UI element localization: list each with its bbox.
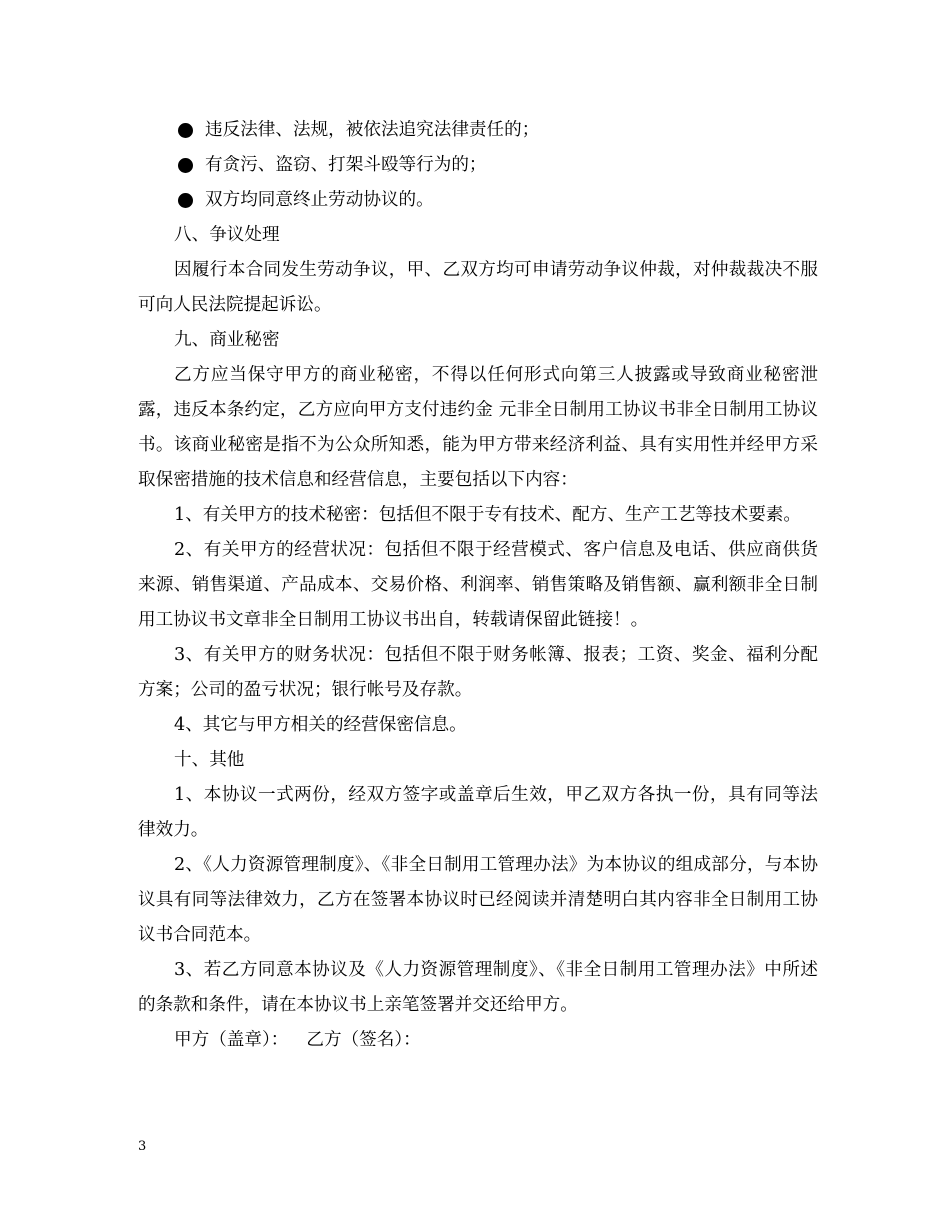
page-number: 3 <box>138 1139 147 1154</box>
trade-secret-item: 3、有关甲方的财务状况：包括但不限于财务帐簿、报表；工资、奖金、福利分配方案；公司的盈亏状况；银行帐号及存款。 <box>138 645 818 700</box>
section-heading-trade-secret: 九、商业秘密 <box>174 330 280 350</box>
party-a-signature-label: 甲方（盖章）： <box>174 1030 289 1050</box>
bullet-dot-icon <box>178 123 193 138</box>
section-heading-dispute: 八、争议处理 <box>174 225 280 245</box>
section-paragraph-trade-secret: 乙方应当保守甲方的商业秘密，不得以任何形式向第三人披露或导致商业秘密泄露，违反本条约定，乙方应向甲方支付违约金 元非全日制用工协议书非全日制用工协议书。该商业秘密是指不为公众所知悉，能为甲方带来经济利益、具有实用性并经甲方采取保密措施的技术信息和经营信息，主要包括以下内容： <box>138 365 818 490</box>
trade-secret-item: 2、有关甲方的经营状况：包括但不限于经营模式、客户信息及电话、供应商供货来源、销售渠道、产品成本、交易价格、利润率、销售策略及销售额、赢利额非全日制用工协议书文章非全日制用工协议书出自，转载请保留此链接！。 <box>138 540 818 630</box>
bullet-dot-icon <box>178 158 193 173</box>
bullet-text: 违反法律、法规，被依法追究法律责任的； <box>205 120 540 140</box>
signature-line <box>138 1023 818 1058</box>
bullet-item <box>138 183 818 218</box>
bullet-text: 双方均同意终止劳动协议的。 <box>205 190 434 210</box>
bullet-item <box>138 113 818 148</box>
bullet-item <box>138 148 818 183</box>
bullet-text: 有贪污、盗窃、打架斗殴等行为的； <box>205 155 487 175</box>
section-heading-other: 十、其他 <box>174 750 245 770</box>
other-item: 3、若乙方同意本协议及《人力资源管理制度》、《非全日制用工管理办法》中所述的条款和条件，请在本协议书上亲笔签署并交还给甲方。 <box>138 960 818 1015</box>
section-paragraph-dispute: 因履行本合同发生劳动争议，甲、乙双方均可申请劳动争议仲裁，对仲裁裁决不服可向人民法院提起诉讼。 <box>138 260 818 315</box>
trade-secret-item: 1、有关甲方的技术秘密：包括但不限于专有技术、配方、生产工艺等技术要素。 <box>174 505 801 525</box>
trade-secret-item: 4、其它与甲方相关的经营保密信息。 <box>174 715 467 735</box>
document-body <box>138 113 818 1058</box>
bullet-dot-icon <box>178 193 193 208</box>
party-b-signature-label: 乙方（签名）： <box>306 1030 421 1050</box>
other-item: 2、《人力资源管理制度》、《非全日制用工管理办法》为本协议的组成部分，与本协议具有同等法律效力，乙方在签署本协议时已经阅读并清楚明白其内容非全日制用工协议书合同范本。 <box>138 855 818 945</box>
other-item: 1、本协议一式两份，经双方签字或盖章后生效，甲乙双方各执一份，具有同等法律效力。 <box>138 785 818 840</box>
